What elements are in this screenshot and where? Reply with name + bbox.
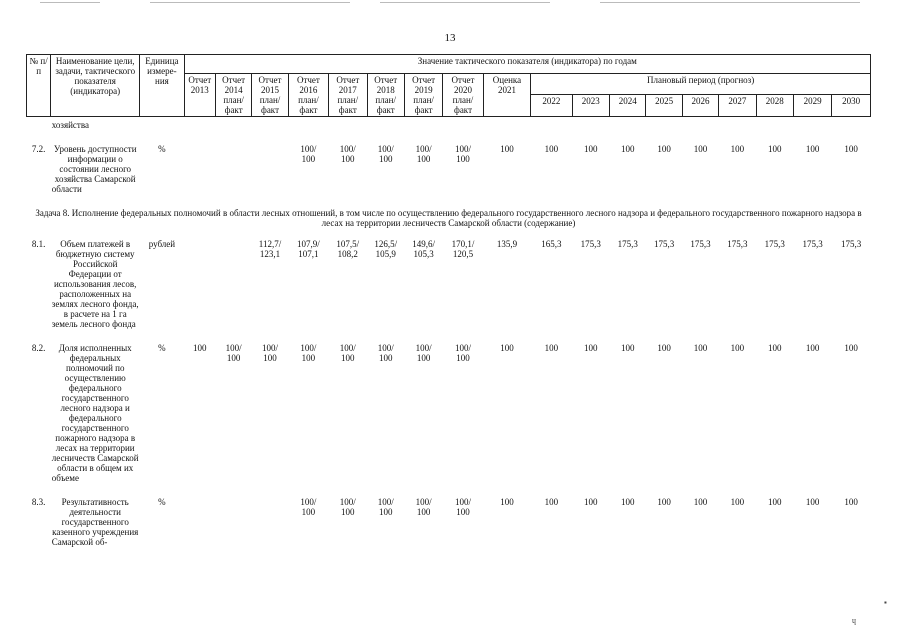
- spacer-cell: [27, 228, 871, 239]
- plan-value: 100/: [377, 144, 394, 154]
- plan-fact-cell: [215, 343, 251, 483]
- plan-fact-cell: [288, 239, 328, 329]
- task-heading: Задача 8. Исполнение федеральных полномочий в области лесных отношений, в том числе по осуществлению федерального государственного лесного надзора и федерального государственного пожарного надзора в лесах на территории лесничеств Самарской области (содержание): [35, 208, 862, 228]
- indicator-name: Результативность деятельности государственного казенного учреждения Самарской об-: [51, 497, 139, 547]
- plan-fact-cell: [367, 144, 404, 194]
- indicator-name: Уровень доступности информации о состоянии лесного хозяйства Самарской области: [51, 144, 137, 194]
- table-row: [27, 144, 871, 194]
- page-number: 13: [444, 32, 456, 44]
- plan-value: 100/: [415, 144, 432, 154]
- plan-year-value: 175,3: [617, 239, 638, 249]
- indicator-name: Объем платежей в бюджетную систему Российской Федерации от использования лесов, расположенных на землях лесного фонда, в расчете на 1 га земель лесного фонда: [51, 239, 139, 329]
- fact-value: 120,5: [452, 249, 474, 259]
- row-spacer: [27, 329, 871, 343]
- scan-edge-line: [380, 2, 550, 3]
- plan-fact-cell: [443, 343, 483, 483]
- spacer-cell: [27, 194, 871, 208]
- plan-value: 107,5/: [336, 239, 360, 249]
- header-plan-period: Плановый период (прогноз): [531, 74, 871, 95]
- plan-year-value: 100: [584, 343, 598, 353]
- header-plan-year: 2027: [719, 95, 756, 117]
- header-report-col: Отчет 2014 план/ факт: [215, 74, 251, 117]
- row-number: 8.2.: [31, 343, 46, 353]
- value-2013: 100: [193, 343, 207, 353]
- plan-value: 170,1/: [451, 239, 475, 249]
- fact-value: 100: [378, 507, 393, 517]
- value-2013: [184, 144, 215, 194]
- header-unit: Единица измере-ния: [140, 55, 184, 117]
- plan-year-value: 175,3: [727, 239, 748, 249]
- plan-value: 149,6/: [412, 239, 435, 249]
- header-plan-year: 2024: [610, 95, 646, 117]
- header-report-2013: Отчет 2013: [184, 74, 215, 117]
- header-plan-year: 2022: [531, 95, 572, 117]
- fact-value: 100: [416, 154, 431, 164]
- unit-cell: рублей: [148, 239, 176, 249]
- plan-fact-cell: [215, 497, 251, 547]
- plan-value: 100/: [377, 343, 394, 353]
- plan-year-value: 100: [844, 144, 858, 154]
- unit-cell: %: [158, 497, 166, 507]
- plan-fact-cell: [443, 497, 483, 547]
- plan-fact-cell: [252, 144, 288, 194]
- plan-year-value: 100: [730, 497, 745, 507]
- fact-value: 100: [341, 154, 355, 164]
- scan-edge-line: [40, 2, 100, 3]
- table-row: [27, 497, 871, 547]
- scan-edge-line: [600, 2, 860, 3]
- row-spacer: [27, 483, 871, 497]
- row-number: 8.3.: [31, 497, 46, 507]
- plan-value: 100/: [300, 343, 317, 353]
- continuation-text: хозяйства: [51, 120, 89, 130]
- fact-value: 100: [456, 507, 470, 517]
- spacer-cell: [27, 329, 871, 343]
- row-spacer: [27, 194, 871, 208]
- plan-fact-cell: [404, 497, 442, 547]
- row-spacer: [27, 228, 871, 239]
- fact-value: 100: [416, 353, 431, 363]
- plan-fact-cell: [443, 239, 483, 329]
- fact-value: 105,9: [375, 249, 396, 259]
- plan-fact-cell: [215, 144, 251, 194]
- plan-year-value: 100: [767, 343, 782, 353]
- estimate-value: 100: [500, 497, 514, 507]
- header-plan-year: 2029: [793, 95, 831, 117]
- plan-value: 100/: [225, 343, 242, 353]
- plan-fact-cell: [404, 343, 442, 483]
- plan-value: 100/: [261, 343, 278, 353]
- plan-value: 112,7/: [258, 239, 282, 249]
- plan-year-value: 165,3: [541, 239, 562, 249]
- plan-year-value: 175,3: [841, 239, 862, 249]
- header-plan-year: 2023: [572, 95, 609, 117]
- spacer-cell: [27, 483, 871, 497]
- scan-mark: ɥ: [852, 616, 856, 625]
- plan-year-value: 100: [544, 343, 559, 353]
- fact-value: 100: [341, 353, 355, 363]
- plan-value: 100/: [300, 144, 317, 154]
- plan-year-value: 100: [620, 343, 635, 353]
- plan-value: 100/: [415, 343, 432, 353]
- estimate-value: 100: [500, 144, 514, 154]
- header-name: Наименование цели, задачи, тактического показателя (индикатора): [51, 55, 140, 117]
- plan-fact-cell: [329, 144, 367, 194]
- plan-fact-cell: [329, 497, 367, 547]
- plan-year-value: 100: [805, 144, 820, 154]
- row-number: 7.2.: [31, 144, 46, 154]
- plan-year-value: 100: [584, 497, 598, 507]
- header-num: № п/п: [27, 55, 51, 117]
- table-row: [27, 239, 871, 329]
- fact-value: 105,3: [413, 249, 434, 259]
- plan-fact-cell: [329, 343, 367, 483]
- plan-fact-cell: [404, 239, 442, 329]
- plan-year-value: 100: [844, 497, 858, 507]
- plan-value: 100/: [339, 497, 356, 507]
- plan-fact-cell: [288, 497, 328, 547]
- fact-value: 100: [378, 154, 393, 164]
- fact-value: 100: [226, 353, 241, 363]
- fact-value: 100: [341, 507, 355, 517]
- plan-fact-cell: [252, 239, 288, 329]
- plan-year-value: 100: [657, 343, 671, 353]
- plan-year-value: 100: [544, 144, 559, 154]
- indicator-table: [26, 54, 871, 547]
- plan-value: 100/: [415, 497, 432, 507]
- plan-year-value: 175,3: [764, 239, 785, 249]
- header-report-col: Отчет 2015 план/ факт: [252, 74, 288, 117]
- plan-value: 100/: [377, 497, 394, 507]
- header-report-col: Отчет 2016 план/ факт: [288, 74, 328, 117]
- task-row: [27, 208, 871, 228]
- plan-year-value: 100: [844, 343, 858, 353]
- plan-year-value: 175,3: [802, 239, 823, 249]
- plan-value: 100/: [339, 144, 356, 154]
- plan-value: 100/: [454, 343, 471, 353]
- plan-year-value: 100: [620, 144, 635, 154]
- scan-mark: ▪: [884, 598, 887, 607]
- header-plan-year: 2026: [682, 95, 718, 117]
- plan-year-value: 100: [730, 343, 745, 353]
- plan-fact-cell: [288, 144, 328, 194]
- fact-value: 123,1: [259, 249, 281, 259]
- plan-fact-cell: [367, 239, 404, 329]
- plan-fact-cell: [288, 343, 328, 483]
- plan-year-value: 100: [767, 144, 782, 154]
- indicator-name: Доля исполненных федеральных полномочий по осуществлению федерального государственного лесного надзора и федерального государственного пожарного надзора в лесах на территории лесничеств Самарской области в общем их объеме: [51, 343, 139, 483]
- fact-value: 100: [456, 154, 470, 164]
- plan-year-value: 100: [693, 343, 708, 353]
- table-header: [27, 55, 871, 117]
- header-report-col: Отчет 2017 план/ факт: [329, 74, 367, 117]
- fact-value: 100: [378, 353, 393, 363]
- plan-value: 100/: [454, 144, 471, 154]
- plan-year-value: 100: [730, 144, 745, 154]
- fact-value: 100: [456, 353, 470, 363]
- plan-fact-cell: [443, 144, 483, 194]
- plan-value: 100/: [339, 343, 356, 353]
- unit-cell: %: [158, 343, 166, 353]
- spacer-cell: [27, 130, 871, 144]
- estimate-value: 135,9: [496, 239, 518, 249]
- plan-year-value: 100: [767, 497, 782, 507]
- header-plan-year: 2030: [832, 95, 871, 117]
- plan-fact-cell: [215, 239, 251, 329]
- plan-fact-cell: [404, 144, 442, 194]
- header-plan-year: 2028: [756, 95, 793, 117]
- fact-value: 100: [416, 507, 431, 517]
- plan-value: 100/: [454, 497, 471, 507]
- table-body: [27, 117, 871, 548]
- scan-edge-line: [150, 2, 350, 3]
- plan-fact-cell: [329, 239, 367, 329]
- plan-value: 100/: [300, 497, 317, 507]
- plan-year-value: 100: [620, 497, 635, 507]
- plan-value: 107,9/: [297, 239, 320, 249]
- header-report-col: Отчет 2018 план/ факт: [367, 74, 404, 117]
- plan-fact-cell: [252, 497, 288, 547]
- fact-value: 100: [263, 353, 277, 363]
- estimate-value: 100: [500, 343, 514, 353]
- row-number: 8.1.: [31, 239, 46, 249]
- fact-value: 100: [301, 154, 316, 164]
- plan-year-value: 100: [544, 497, 559, 507]
- plan-year-value: 175,3: [653, 239, 675, 249]
- table-row: [27, 343, 871, 483]
- header-plan-year: 2025: [646, 95, 682, 117]
- plan-year-value: 100: [805, 343, 820, 353]
- plan-fact-cell: [367, 497, 404, 547]
- plan-year-value: 100: [805, 497, 820, 507]
- plan-year-value: 175,3: [690, 239, 711, 249]
- plan-year-value: 175,3: [580, 239, 601, 249]
- plan-fact-cell: [367, 343, 404, 483]
- value-2013: [184, 497, 215, 547]
- fact-value: 100: [301, 353, 316, 363]
- header-estimate: Оценка 2021: [483, 74, 530, 117]
- plan-year-value: 100: [584, 144, 598, 154]
- fact-value: 107,1: [298, 249, 319, 259]
- header-report-col: Отчет 2020 план/ факт: [443, 74, 483, 117]
- fact-value: 100: [301, 507, 316, 517]
- unit-cell: %: [158, 144, 166, 154]
- value-2013: [184, 239, 215, 329]
- header-values-group: Значение тактического показателя (индикатора) по годам: [184, 55, 870, 74]
- plan-fact-cell: [252, 343, 288, 483]
- plan-year-value: 100: [657, 497, 671, 507]
- plan-year-value: 100: [693, 497, 708, 507]
- fact-value: 108,2: [337, 249, 358, 259]
- row-spacer: [27, 130, 871, 144]
- plan-year-value: 100: [693, 144, 708, 154]
- plan-value: 126,5/: [374, 239, 398, 249]
- plan-year-value: 100: [657, 144, 671, 154]
- header-report-col: Отчет 2019 план/ факт: [404, 74, 442, 117]
